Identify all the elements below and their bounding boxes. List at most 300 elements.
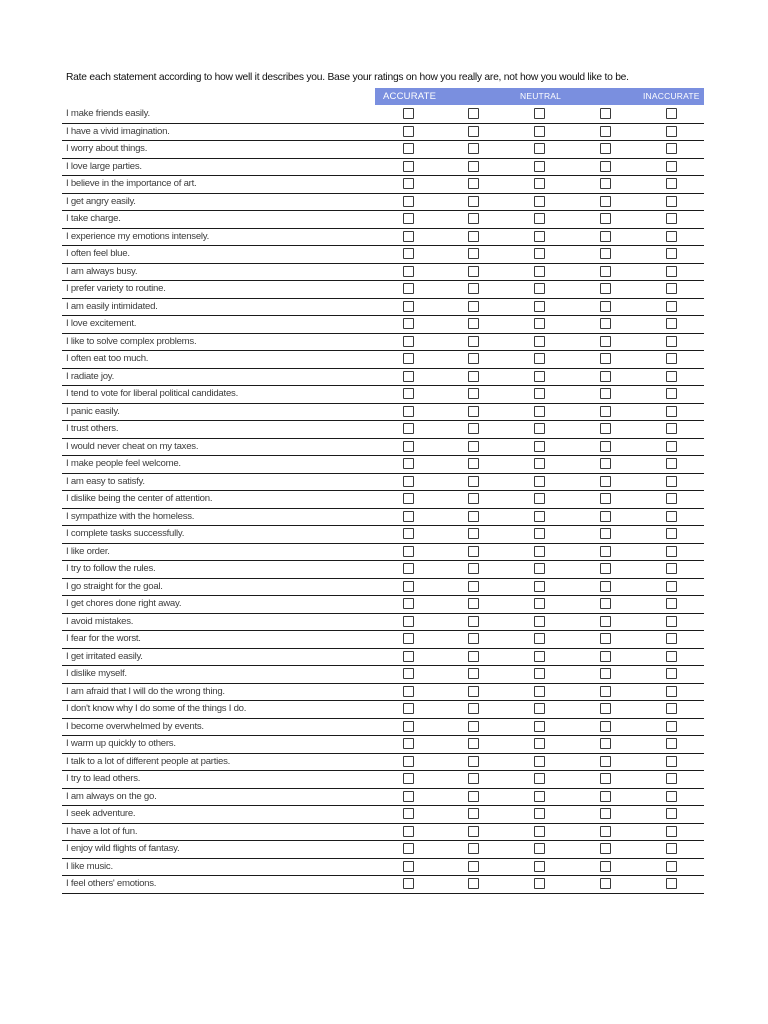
rating-checkbox-5[interactable] — [666, 301, 677, 312]
statement-text: I often feel blue. — [66, 248, 130, 259]
rating-checkbox-4[interactable] — [600, 406, 611, 417]
rating-checkbox-1[interactable] — [403, 301, 414, 312]
rating-checkbox-1[interactable] — [403, 423, 414, 434]
rating-checkbox-5[interactable] — [666, 808, 677, 819]
rating-checkbox-5[interactable] — [666, 388, 677, 399]
statement-text: I feel others' emotions. — [66, 878, 157, 889]
statement-row — [62, 579, 704, 597]
statement-text: I am afraid that I will do the wrong thing. — [66, 685, 225, 697]
statement-row — [62, 544, 704, 562]
rating-checkbox-2[interactable] — [468, 196, 479, 207]
rating-checkbox-3[interactable] — [534, 161, 545, 172]
rating-checkbox-4[interactable] — [600, 651, 611, 662]
rating-checkbox-5[interactable] — [666, 108, 677, 119]
statement-text: I have a vivid imagination. — [66, 125, 170, 137]
rating-checkbox-4[interactable] — [600, 178, 611, 189]
rating-checkbox-2[interactable] — [468, 546, 479, 557]
rating-checkbox-4[interactable] — [600, 668, 611, 679]
rating-checkbox-1[interactable] — [403, 546, 414, 557]
rating-checkbox-4[interactable] — [600, 353, 611, 364]
rating-checkbox-3[interactable] — [534, 686, 545, 697]
rating-checkbox-4[interactable] — [600, 161, 611, 172]
rating-checkbox-3[interactable] — [534, 458, 545, 469]
rating-checkbox-3[interactable] — [534, 511, 545, 522]
rating-checkbox-5[interactable] — [666, 161, 677, 172]
rating-checkbox-4[interactable] — [600, 248, 611, 259]
rating-checkbox-5[interactable] — [666, 458, 677, 469]
rating-checkbox-1[interactable] — [403, 861, 414, 872]
rating-checkbox-3[interactable] — [534, 563, 545, 574]
rating-checkbox-3[interactable] — [534, 808, 545, 819]
rating-checkbox-4[interactable] — [600, 441, 611, 452]
rating-checkbox-5[interactable] — [666, 283, 677, 294]
rating-checkbox-5[interactable] — [666, 581, 677, 592]
rating-checkbox-4[interactable] — [600, 143, 611, 154]
rating-checkbox-3[interactable] — [534, 493, 545, 504]
rating-checkbox-2[interactable] — [468, 861, 479, 872]
rating-checkbox-3[interactable] — [534, 633, 545, 644]
rating-checkbox-1[interactable] — [403, 213, 414, 224]
rating-checkbox-4[interactable] — [600, 861, 611, 872]
rating-checkbox-5[interactable] — [666, 143, 677, 154]
rating-checkbox-1[interactable] — [403, 581, 414, 592]
rating-checkbox-5[interactable] — [666, 371, 677, 382]
statement-text: I dislike myself. — [66, 668, 127, 679]
rating-checkbox-3[interactable] — [534, 196, 545, 207]
statement-row — [62, 789, 704, 807]
rating-checkbox-2[interactable] — [468, 581, 479, 592]
rating-checkbox-1[interactable] — [403, 668, 414, 679]
rating-checkbox-4[interactable] — [600, 843, 611, 854]
rating-checkbox-4[interactable] — [600, 108, 611, 119]
rating-checkbox-2[interactable] — [468, 493, 479, 504]
rating-checkbox-1[interactable] — [403, 476, 414, 487]
rating-checkbox-2[interactable] — [468, 126, 479, 137]
rating-checkbox-5[interactable] — [666, 756, 677, 767]
rating-checkbox-2[interactable] — [468, 668, 479, 679]
rating-checkbox-5[interactable] — [666, 651, 677, 662]
rating-checkbox-3[interactable] — [534, 336, 545, 347]
rating-checkbox-2[interactable] — [468, 423, 479, 434]
statement-text: I fear for the worst. — [66, 633, 141, 644]
rating-checkbox-3[interactable] — [534, 668, 545, 679]
rating-checkbox-1[interactable] — [403, 143, 414, 154]
rating-checkbox-1[interactable] — [403, 441, 414, 452]
rating-checkbox-5[interactable] — [666, 721, 677, 732]
statement-row — [62, 684, 704, 702]
rating-checkbox-5[interactable] — [666, 563, 677, 574]
rating-checkbox-2[interactable] — [468, 878, 479, 889]
rating-checkbox-4[interactable] — [600, 126, 611, 137]
statement-row — [62, 316, 704, 334]
rating-checkbox-5[interactable] — [666, 668, 677, 679]
rating-checkbox-2[interactable] — [468, 651, 479, 662]
rating-checkbox-5[interactable] — [666, 791, 677, 802]
rating-checkbox-1[interactable] — [403, 756, 414, 767]
rating-checkbox-4[interactable] — [600, 686, 611, 697]
rating-checkbox-1[interactable] — [403, 843, 414, 854]
rating-checkbox-3[interactable] — [534, 546, 545, 557]
rating-checkbox-5[interactable] — [666, 336, 677, 347]
rating-checkbox-3[interactable] — [534, 301, 545, 312]
statement-row — [62, 106, 704, 124]
statement-text: I get chores done right away. — [66, 598, 182, 609]
rating-checkbox-1[interactable] — [403, 161, 414, 172]
rating-checkbox-3[interactable] — [534, 108, 545, 119]
rating-checkbox-4[interactable] — [600, 231, 611, 242]
rating-checkbox-5[interactable] — [666, 266, 677, 277]
rating-checkbox-1[interactable] — [403, 406, 414, 417]
rating-checkbox-5[interactable] — [666, 843, 677, 854]
rating-checkbox-2[interactable] — [468, 511, 479, 522]
statement-row — [62, 771, 704, 789]
rating-checkbox-1[interactable] — [403, 721, 414, 732]
statement-row — [62, 491, 704, 509]
rating-checkbox-1[interactable] — [403, 318, 414, 329]
rating-checkbox-5[interactable] — [666, 476, 677, 487]
rating-checkbox-4[interactable] — [600, 423, 611, 434]
rating-checkbox-1[interactable] — [403, 283, 414, 294]
statement-text: I seek adventure. — [66, 808, 136, 819]
rating-checkbox-4[interactable] — [600, 721, 611, 732]
rating-checkbox-2[interactable] — [468, 843, 479, 854]
statement-text: I make people feel welcome. — [66, 458, 181, 469]
rating-checkbox-4[interactable] — [600, 196, 611, 207]
statement-row — [62, 404, 704, 422]
rating-checkbox-2[interactable] — [468, 826, 479, 837]
statement-row — [62, 631, 704, 649]
rating-checkbox-2[interactable] — [468, 248, 479, 259]
rating-checkbox-3[interactable] — [534, 248, 545, 259]
rating-checkbox-3[interactable] — [534, 651, 545, 662]
rating-checkbox-5[interactable] — [666, 406, 677, 417]
rating-checkbox-4[interactable] — [600, 336, 611, 347]
rating-checkbox-1[interactable] — [403, 388, 414, 399]
rating-checkbox-3[interactable] — [534, 266, 545, 277]
rating-checkbox-2[interactable] — [468, 406, 479, 417]
statement-text: I go straight for the goal. — [66, 580, 163, 592]
statement-text: I experience my emotions intensely. — [66, 230, 210, 242]
rating-checkbox-2[interactable] — [468, 353, 479, 364]
rating-checkbox-2[interactable] — [468, 808, 479, 819]
rating-checkbox-2[interactable] — [468, 161, 479, 172]
rating-checkbox-3[interactable] — [534, 388, 545, 399]
rating-checkbox-1[interactable] — [403, 178, 414, 189]
rating-checkbox-3[interactable] — [534, 441, 545, 452]
rating-checkbox-3[interactable] — [534, 616, 545, 627]
rating-checkbox-4[interactable] — [600, 616, 611, 627]
rating-checkbox-3[interactable] — [534, 423, 545, 434]
rating-checkbox-1[interactable] — [403, 773, 414, 784]
statement-row — [62, 596, 704, 614]
rating-checkbox-3[interactable] — [534, 476, 545, 487]
statement-row — [62, 736, 704, 754]
rating-checkbox-5[interactable] — [666, 826, 677, 837]
statement-text: I get angry easily. — [66, 195, 136, 207]
rating-checkbox-5[interactable] — [666, 528, 677, 539]
rating-checkbox-3[interactable] — [534, 406, 545, 417]
rating-checkbox-4[interactable] — [600, 808, 611, 819]
rating-checkbox-2[interactable] — [468, 231, 479, 242]
rating-checkbox-2[interactable] — [468, 633, 479, 644]
rating-checkbox-4[interactable] — [600, 511, 611, 522]
statement-text: I talk to a lot of different people at parties. — [66, 755, 231, 767]
rating-checkbox-1[interactable] — [403, 703, 414, 714]
statement-row — [62, 649, 704, 667]
rating-checkbox-1[interactable] — [403, 353, 414, 364]
statement-row — [62, 719, 704, 737]
statement-row — [62, 246, 704, 264]
rating-checkbox-3[interactable] — [534, 861, 545, 872]
rating-checkbox-3[interactable] — [534, 213, 545, 224]
rating-checkbox-2[interactable] — [468, 791, 479, 802]
rating-checkbox-3[interactable] — [534, 703, 545, 714]
rating-checkbox-2[interactable] — [468, 476, 479, 487]
rating-checkbox-5[interactable] — [666, 231, 677, 242]
rating-checkbox-1[interactable] — [403, 126, 414, 137]
rating-checkbox-1[interactable] — [403, 808, 414, 819]
statement-row — [62, 264, 704, 282]
rating-checkbox-3[interactable] — [534, 878, 545, 889]
rating-checkbox-5[interactable] — [666, 686, 677, 697]
rating-checkbox-5[interactable] — [666, 878, 677, 889]
statement-text: I like order. — [66, 545, 110, 557]
rating-checkbox-5[interactable] — [666, 773, 677, 784]
rating-checkbox-3[interactable] — [534, 791, 545, 802]
rating-checkbox-5[interactable] — [666, 598, 677, 609]
statement-text: I like music. — [66, 860, 113, 872]
rating-checkbox-2[interactable] — [468, 266, 479, 277]
statement-row — [62, 526, 704, 544]
rating-checkbox-3[interactable] — [534, 738, 545, 749]
statement-text: I am easy to satisfy. — [66, 475, 145, 487]
rating-checkbox-1[interactable] — [403, 108, 414, 119]
statement-row — [62, 229, 704, 247]
statement-row — [62, 159, 704, 177]
instructions-text: Rate each statement according to how well it describes you. Base your ratings on how you really are, not how you would like to be. — [66, 72, 629, 83]
rating-checkbox-3[interactable] — [534, 178, 545, 189]
rating-checkbox-1[interactable] — [403, 738, 414, 749]
rating-checkbox-2[interactable] — [468, 336, 479, 347]
header-inaccurate-label: INACCURATE — [643, 91, 700, 101]
rating-checkbox-5[interactable] — [666, 511, 677, 522]
statement-text: I warm up quickly to others. — [66, 738, 176, 749]
rating-checkbox-4[interactable] — [600, 546, 611, 557]
rating-checkbox-1[interactable] — [403, 651, 414, 662]
statement-text: I love excitement. — [66, 318, 137, 329]
rating-checkbox-2[interactable] — [468, 686, 479, 697]
rating-checkbox-3[interactable] — [534, 126, 545, 137]
rating-checkbox-1[interactable] — [403, 336, 414, 347]
rating-checkbox-5[interactable] — [666, 441, 677, 452]
rating-checkbox-4[interactable] — [600, 773, 611, 784]
rating-checkbox-2[interactable] — [468, 616, 479, 627]
rating-checkbox-3[interactable] — [534, 826, 545, 837]
rating-checkbox-4[interactable] — [600, 598, 611, 609]
rating-checkbox-1[interactable] — [403, 371, 414, 382]
rating-checkbox-4[interactable] — [600, 633, 611, 644]
header-accurate-label: ACCURATE — [383, 91, 437, 102]
statement-text: I love large parties. — [66, 160, 142, 172]
statement-row — [62, 876, 704, 894]
rating-checkbox-5[interactable] — [666, 353, 677, 364]
rating-checkbox-4[interactable] — [600, 756, 611, 767]
rating-checkbox-5[interactable] — [666, 213, 677, 224]
rating-checkbox-4[interactable] — [600, 458, 611, 469]
statement-row — [62, 334, 704, 352]
rating-checkbox-3[interactable] — [534, 231, 545, 242]
statement-text: I sympathize with the homeless. — [66, 510, 195, 522]
statement-text: I panic easily. — [66, 405, 120, 417]
rating-checkbox-4[interactable] — [600, 283, 611, 294]
statement-text: I avoid mistakes. — [66, 615, 134, 627]
rating-checkbox-1[interactable] — [403, 826, 414, 837]
rating-checkbox-4[interactable] — [600, 301, 611, 312]
rating-checkbox-5[interactable] — [666, 248, 677, 259]
rating-checkbox-4[interactable] — [600, 738, 611, 749]
statement-text: I often eat too much. — [66, 353, 149, 364]
rating-checkbox-5[interactable] — [666, 738, 677, 749]
rating-checkbox-1[interactable] — [403, 878, 414, 889]
rating-checkbox-4[interactable] — [600, 791, 611, 802]
rating-checkbox-4[interactable] — [600, 826, 611, 837]
rating-checkbox-2[interactable] — [468, 528, 479, 539]
rating-checkbox-5[interactable] — [666, 861, 677, 872]
rating-checkbox-2[interactable] — [468, 371, 479, 382]
statement-text: I try to follow the rules. — [66, 563, 156, 574]
rating-checkbox-1[interactable] — [403, 196, 414, 207]
rating-checkbox-3[interactable] — [534, 756, 545, 767]
statement-text: I tend to vote for liberal political candidates. — [66, 388, 238, 399]
statement-row — [62, 666, 704, 684]
rating-checkbox-2[interactable] — [468, 738, 479, 749]
statement-row — [62, 614, 704, 632]
rating-checkbox-3[interactable] — [534, 773, 545, 784]
rating-checkbox-3[interactable] — [534, 843, 545, 854]
rating-checkbox-4[interactable] — [600, 318, 611, 329]
rating-checkbox-2[interactable] — [468, 441, 479, 452]
statement-row — [62, 211, 704, 229]
statement-text: I have a lot of fun. — [66, 825, 138, 837]
rating-checkbox-1[interactable] — [403, 458, 414, 469]
rating-checkbox-4[interactable] — [600, 581, 611, 592]
rating-checkbox-1[interactable] — [403, 598, 414, 609]
statement-text: I take charge. — [66, 213, 121, 224]
rating-checkbox-5[interactable] — [666, 616, 677, 627]
rating-checkbox-1[interactable] — [403, 686, 414, 697]
rating-checkbox-3[interactable] — [534, 528, 545, 539]
statement-row — [62, 456, 704, 474]
rating-checkbox-2[interactable] — [468, 318, 479, 329]
rating-checkbox-2[interactable] — [468, 598, 479, 609]
rating-checkbox-2[interactable] — [468, 213, 479, 224]
statement-text: I am easily intimidated. — [66, 300, 158, 312]
rating-checkbox-2[interactable] — [468, 703, 479, 714]
rating-checkbox-1[interactable] — [403, 493, 414, 504]
statement-text: I make friends easily. — [66, 108, 150, 119]
rating-checkbox-3[interactable] — [534, 371, 545, 382]
rating-checkbox-4[interactable] — [600, 878, 611, 889]
statement-text: I get irritated easily. — [66, 650, 143, 662]
rating-checkbox-2[interactable] — [468, 563, 479, 574]
statement-text: I prefer variety to routine. — [66, 283, 166, 294]
rating-checkbox-3[interactable] — [534, 318, 545, 329]
rating-checkbox-4[interactable] — [600, 213, 611, 224]
rating-checkbox-3[interactable] — [534, 581, 545, 592]
rating-checkbox-4[interactable] — [600, 476, 611, 487]
rating-checkbox-5[interactable] — [666, 318, 677, 329]
rating-checkbox-3[interactable] — [534, 598, 545, 609]
rating-checkbox-5[interactable] — [666, 196, 677, 207]
rating-checkbox-4[interactable] — [600, 266, 611, 277]
rating-checkbox-3[interactable] — [534, 143, 545, 154]
statement-row — [62, 124, 704, 142]
statement-text: I worry about things. — [66, 143, 148, 154]
rating-checkbox-2[interactable] — [468, 301, 479, 312]
rating-checkbox-1[interactable] — [403, 248, 414, 259]
statement-text: I trust others. — [66, 423, 119, 434]
statement-text: I believe in the importance of art. — [66, 178, 197, 189]
rating-checkbox-2[interactable] — [468, 143, 479, 154]
rating-checkbox-3[interactable] — [534, 353, 545, 364]
rating-checkbox-5[interactable] — [666, 546, 677, 557]
rating-checkbox-5[interactable] — [666, 633, 677, 644]
rating-checkbox-3[interactable] — [534, 721, 545, 732]
rating-checkbox-2[interactable] — [468, 108, 479, 119]
statement-text: I try to lead others. — [66, 773, 141, 784]
rating-checkbox-4[interactable] — [600, 563, 611, 574]
rating-checkbox-5[interactable] — [666, 126, 677, 137]
rating-checkbox-4[interactable] — [600, 371, 611, 382]
statement-row — [62, 176, 704, 194]
rating-checkbox-1[interactable] — [403, 616, 414, 627]
statement-text: I don't know why I do some of the things I do. — [66, 703, 247, 714]
rating-checkbox-2[interactable] — [468, 388, 479, 399]
rating-checkbox-2[interactable] — [468, 756, 479, 767]
rating-checkbox-1[interactable] — [403, 266, 414, 277]
statement-text: I like to solve complex problems. — [66, 335, 197, 347]
rating-checkbox-2[interactable] — [468, 773, 479, 784]
statement-row — [62, 281, 704, 299]
rating-checkbox-1[interactable] — [403, 511, 414, 522]
rating-checkbox-2[interactable] — [468, 178, 479, 189]
rating-checkbox-2[interactable] — [468, 458, 479, 469]
rating-checkbox-5[interactable] — [666, 423, 677, 434]
statement-row — [62, 351, 704, 369]
rating-checkbox-2[interactable] — [468, 721, 479, 732]
statement-list — [62, 106, 704, 894]
rating-checkbox-5[interactable] — [666, 703, 677, 714]
rating-checkbox-4[interactable] — [600, 493, 611, 504]
rating-checkbox-4[interactable] — [600, 528, 611, 539]
rating-checkbox-4[interactable] — [600, 703, 611, 714]
statement-row — [62, 754, 704, 772]
rating-checkbox-1[interactable] — [403, 633, 414, 644]
rating-checkbox-1[interactable] — [403, 563, 414, 574]
rating-checkbox-1[interactable] — [403, 791, 414, 802]
rating-checkbox-1[interactable] — [403, 231, 414, 242]
rating-checkbox-5[interactable] — [666, 493, 677, 504]
statement-text: I radiate joy. — [66, 370, 115, 382]
rating-checkbox-1[interactable] — [403, 528, 414, 539]
rating-checkbox-4[interactable] — [600, 388, 611, 399]
rating-checkbox-3[interactable] — [534, 283, 545, 294]
rating-checkbox-2[interactable] — [468, 283, 479, 294]
rating-checkbox-5[interactable] — [666, 178, 677, 189]
statement-row — [62, 701, 704, 719]
statement-text: I complete tasks successfully. — [66, 528, 185, 539]
statement-row — [62, 509, 704, 527]
